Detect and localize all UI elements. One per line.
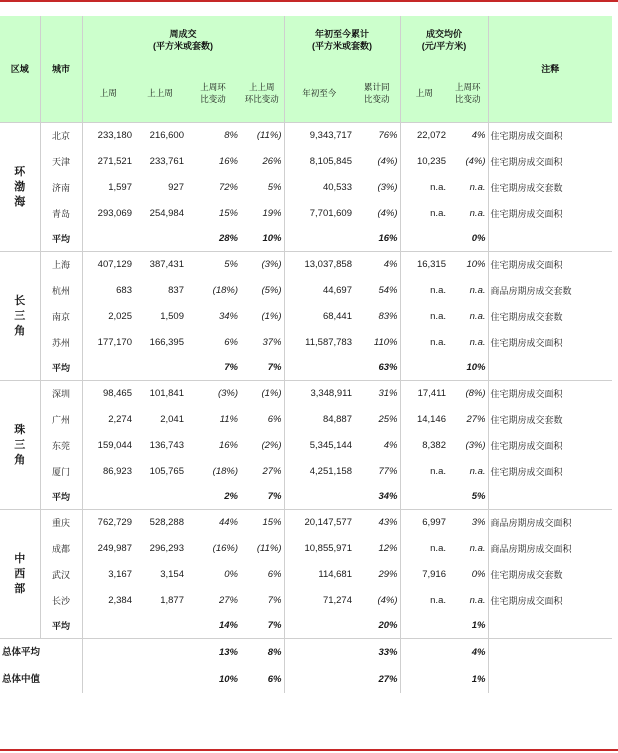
week-before-volume: 296,293: [149, 543, 184, 554]
price-change: n.a.: [448, 536, 488, 562]
city-name: 东莞: [40, 433, 82, 459]
wow-change: 27%: [218, 595, 238, 606]
total-wow-change: 10%: [218, 673, 238, 685]
week-before-volume: 927: [168, 182, 184, 193]
avg-prior-wow-change: 7%: [240, 614, 284, 639]
ytd-yoy-change: (3%): [354, 175, 400, 201]
week-before-volume: 387,431: [134, 252, 186, 279]
empty-cell: [134, 639, 186, 667]
note-text: 住宅期房成交面积: [490, 338, 563, 348]
table-row: [0, 123, 612, 150]
table-row: [0, 175, 612, 201]
ytd-yoy-change: (4%): [354, 588, 400, 614]
city-name: 广州: [40, 407, 82, 433]
avg-price: n.a.: [430, 543, 446, 554]
last-week-volume: 98,465: [82, 381, 134, 408]
last-week-volume: 293,069: [97, 208, 132, 219]
note-text: 住宅期房成交面积: [490, 596, 563, 606]
week-before-volume: 136,743: [149, 440, 184, 451]
total-prior-wow-change: 6%: [240, 666, 284, 693]
header-city: 城市: [40, 16, 82, 123]
header-weekly-group: 周成交 (平方米或套数): [82, 16, 284, 64]
header-prior-wow-change: 上上周 环比变动: [240, 64, 284, 123]
header-week-before: 上上周: [134, 64, 186, 123]
empty-cell: [400, 485, 448, 510]
price-change: n.a.: [448, 459, 488, 485]
header-price-last-week: 上周: [400, 64, 448, 123]
bottom-rule: [0, 749, 618, 751]
ytd-volume: 13,037,858: [284, 252, 354, 279]
ytd-volume: 71,274: [322, 595, 352, 606]
prior-wow-change: 5%: [240, 175, 284, 201]
prior-wow-change: (1%): [240, 381, 284, 408]
last-week-volume: 762,729: [82, 510, 134, 537]
prior-wow-change: (2%): [240, 433, 284, 459]
avg-prior-wow-change: 7%: [240, 356, 284, 381]
empty-cell: [284, 485, 354, 510]
last-week-volume: 407,129: [82, 252, 134, 279]
city-name: 北京: [40, 123, 82, 150]
ytd-volume: 114,681: [318, 569, 352, 580]
avg-price: 17,411: [400, 381, 448, 408]
header-note: 注释: [488, 16, 612, 123]
region-label: [0, 381, 40, 510]
last-week-volume: 2,274: [108, 414, 132, 425]
avg-price-change: 0%: [448, 227, 488, 252]
price-change: (8%): [448, 381, 488, 408]
ytd-yoy-change: 4%: [354, 433, 400, 459]
empty-cell: [400, 356, 448, 381]
last-week-volume: 3,167: [108, 569, 132, 580]
table-row: [0, 201, 612, 227]
wow-change: 0%: [224, 569, 238, 580]
empty-cell: [284, 639, 354, 667]
region-label: [0, 252, 40, 381]
ytd-volume: 9,343,717: [284, 123, 354, 150]
region-name: 珠三角: [14, 423, 26, 466]
ytd-yoy-change: 29%: [354, 562, 400, 588]
last-week-volume: 249,987: [97, 543, 132, 554]
empty-cell: [400, 614, 448, 639]
ytd-yoy-change: 77%: [354, 459, 400, 485]
wow-change: 11%: [219, 414, 238, 425]
wow-change: 6%: [224, 337, 238, 348]
total-ytd-yoy: 27%: [354, 666, 400, 693]
city-name: 天津: [40, 149, 82, 175]
ytd-volume: 84,887: [322, 414, 352, 425]
last-week-volume: 2,025: [108, 311, 132, 322]
last-week-volume: 271,521: [97, 156, 132, 167]
table-row: [0, 536, 612, 562]
wow-change: 34%: [218, 311, 238, 322]
empty-cell: [400, 666, 448, 693]
total-price-change: 1%: [448, 666, 488, 693]
empty-cell: [284, 227, 354, 252]
average-label: 平均: [40, 356, 82, 381]
city-name: 上海: [40, 252, 82, 279]
week-before-volume: 2,041: [160, 414, 184, 425]
prior-wow-change: 6%: [240, 407, 284, 433]
note-text: 住宅期房成交面积: [490, 467, 563, 477]
region-average-row: [0, 485, 612, 510]
ytd-volume: 3,348,911: [284, 381, 354, 408]
wow-change: (16%): [212, 543, 238, 554]
average-label: 平均: [40, 614, 82, 639]
empty-cell: [488, 639, 612, 667]
city-name: 武汉: [40, 562, 82, 588]
table-row: [0, 149, 612, 175]
total-ytd-yoy: 33%: [354, 639, 400, 667]
ytd-yoy-change: 12%: [354, 536, 400, 562]
avg-price-change: 10%: [448, 356, 488, 381]
note-text: 住宅期房成交面积: [490, 157, 563, 167]
table-row: [0, 562, 612, 588]
ytd-volume: 10,855,971: [304, 543, 352, 554]
week-before-volume: 837: [168, 285, 184, 296]
last-week-volume: 2,384: [108, 595, 132, 606]
prior-wow-change: (3%): [240, 252, 284, 279]
price-change: 27%: [448, 407, 488, 433]
price-change: n.a.: [448, 201, 488, 227]
ytd-volume: 7,701,609: [309, 208, 352, 219]
header-ytd-group: 年初至今累计 (平方米或套数): [284, 16, 400, 64]
ytd-yoy-change: 4%: [354, 252, 400, 279]
ytd-volume: 4,251,158: [309, 466, 352, 477]
empty-cell: [82, 614, 134, 639]
total-label: 总体中值: [0, 666, 82, 693]
ytd-volume: 44,697: [322, 285, 352, 296]
avg-price: 6,997: [400, 510, 448, 537]
city-name: 厦门: [40, 459, 82, 485]
empty-cell: [82, 666, 134, 693]
top-rule: [0, 0, 618, 2]
ytd-volume: 5,345,144: [309, 440, 352, 451]
header-row-1: [0, 16, 612, 64]
prior-wow-change: 6%: [240, 562, 284, 588]
avg-price: 7,916: [422, 569, 446, 580]
average-label: 平均: [40, 227, 82, 252]
header-last-week: 上周: [82, 64, 134, 123]
avg-wow-change: 7%: [224, 362, 238, 373]
empty-cell: [82, 356, 134, 381]
empty-cell: [488, 614, 612, 639]
price-change: n.a.: [448, 175, 488, 201]
empty-cell: [134, 666, 186, 693]
price-change: 0%: [448, 562, 488, 588]
table-row: [0, 330, 612, 356]
city-name: 重庆: [40, 510, 82, 537]
city-name: 济南: [40, 175, 82, 201]
region-average-row: [0, 356, 612, 381]
prior-wow-change: (11%): [240, 536, 284, 562]
ytd-yoy-change: 25%: [354, 407, 400, 433]
prior-wow-change: (11%): [240, 123, 284, 150]
empty-cell: [82, 639, 134, 667]
note-text: 住宅期房成交面积: [488, 252, 612, 279]
table-row: [0, 304, 612, 330]
wow-change: 5%: [186, 252, 240, 279]
week-before-volume: 528,288: [134, 510, 186, 537]
housing-transaction-table: [0, 16, 612, 693]
empty-cell: [82, 485, 134, 510]
region-average-row: [0, 227, 612, 252]
table-row: [0, 407, 612, 433]
avg-price: n.a.: [430, 208, 446, 219]
price-change: 10%: [448, 252, 488, 279]
week-before-volume: 1,877: [160, 595, 184, 606]
avg-price: n.a.: [430, 285, 446, 296]
ytd-yoy-change: 31%: [354, 381, 400, 408]
region-name: 中西部: [14, 552, 26, 595]
avg-price-change: 1%: [448, 614, 488, 639]
city-name: 青岛: [40, 201, 82, 227]
ytd-volume: 40,533: [322, 182, 352, 193]
last-week-volume: 683: [116, 285, 132, 296]
note-text: 商品房期房成交套数: [490, 286, 572, 296]
total-label: 总体平均: [0, 639, 82, 667]
header-price-change: 上周环 比变动: [448, 64, 488, 123]
ytd-volume: 11,587,783: [305, 337, 352, 348]
ytd-yoy-change: 43%: [354, 510, 400, 537]
region-label: [0, 510, 40, 639]
week-before-volume: 1,509: [160, 311, 184, 322]
note-text: 住宅期房成交面积: [490, 209, 563, 219]
avg-price: 10,235: [416, 156, 446, 167]
wow-change: 16%: [218, 440, 238, 451]
header-ytd: 年初至今: [284, 64, 354, 123]
empty-cell: [284, 356, 354, 381]
wow-change: 72%: [218, 182, 238, 193]
avg-price: 8,382: [422, 440, 446, 451]
note-text: 住宅期房成交套数: [490, 415, 563, 425]
last-week-volume: 159,044: [97, 440, 132, 451]
wow-change: 44%: [186, 510, 240, 537]
wow-change: 16%: [218, 156, 238, 167]
prior-wow-change: 7%: [240, 588, 284, 614]
prior-wow-change: (5%): [240, 278, 284, 304]
table-row: [0, 510, 612, 537]
last-week-volume: 86,923: [102, 466, 132, 477]
ytd-volume: 20,147,577: [284, 510, 354, 537]
empty-cell: [488, 227, 612, 252]
table-row: [0, 588, 612, 614]
avg-wow-change: 28%: [218, 233, 238, 244]
header-ytd-yoy: 累计同 比变动: [354, 64, 400, 123]
avg-price-change: 5%: [448, 485, 488, 510]
note-text: 住宅期房成交套数: [490, 570, 563, 580]
price-change: n.a.: [448, 304, 488, 330]
week-before-volume: 216,600: [134, 123, 186, 150]
note-text: 住宅期房成交面积: [488, 381, 612, 408]
note-text: 住宅期房成交套数: [490, 312, 563, 322]
empty-cell: [284, 614, 354, 639]
note-text: 住宅期房成交面积: [488, 123, 612, 150]
ytd-yoy-change: 110%: [354, 330, 400, 356]
total-wow-change: 13%: [186, 639, 240, 667]
week-before-volume: 3,154: [160, 569, 184, 580]
last-week-volume: 233,180: [82, 123, 134, 150]
wow-change: 8%: [186, 123, 240, 150]
total-prior-wow-change: 8%: [240, 639, 284, 667]
prior-wow-change: 19%: [240, 201, 284, 227]
city-name: 深圳: [40, 381, 82, 408]
ytd-volume: 68,441: [322, 311, 352, 322]
price-change: 4%: [448, 123, 488, 150]
region-label: [0, 123, 40, 252]
avg-wow-change: 2%: [224, 491, 238, 502]
prior-wow-change: (1%): [240, 304, 284, 330]
ytd-yoy-change: 76%: [354, 123, 400, 150]
wow-change: 15%: [218, 208, 238, 219]
prior-wow-change: 37%: [240, 330, 284, 356]
avg-price: 14,146: [416, 414, 446, 425]
ytd-volume: 8,105,845: [309, 156, 352, 167]
region-average-row: [0, 614, 612, 639]
avg-ytd-yoy: 16%: [354, 227, 400, 252]
avg-prior-wow-change: 7%: [240, 485, 284, 510]
empty-cell: [134, 227, 186, 252]
avg-price: 22,072: [400, 123, 448, 150]
last-week-volume: 1,597: [108, 182, 132, 193]
note-text: 住宅期房成交面积: [490, 441, 563, 451]
avg-price: n.a.: [430, 311, 446, 322]
avg-wow-change: 14%: [218, 620, 238, 631]
empty-cell: [488, 356, 612, 381]
prior-wow-change: 27%: [240, 459, 284, 485]
week-before-volume: 166,395: [149, 337, 184, 348]
price-change: n.a.: [448, 588, 488, 614]
avg-price: n.a.: [430, 595, 446, 606]
average-label: 平均: [40, 485, 82, 510]
region-name: 环渤海: [14, 165, 26, 208]
empty-cell: [134, 614, 186, 639]
week-before-volume: 101,841: [134, 381, 186, 408]
empty-cell: [488, 485, 612, 510]
note-text: 商品房期房成交面积: [488, 510, 612, 537]
city-name: 苏州: [40, 330, 82, 356]
city-name: 成都: [40, 536, 82, 562]
empty-cell: [134, 356, 186, 381]
prior-wow-change: 26%: [240, 149, 284, 175]
ytd-yoy-change: (4%): [354, 201, 400, 227]
city-name: 南京: [40, 304, 82, 330]
table-row: [0, 252, 612, 279]
empty-cell: [82, 227, 134, 252]
empty-cell: [134, 485, 186, 510]
avg-prior-wow-change: 10%: [240, 227, 284, 252]
city-name: 长沙: [40, 588, 82, 614]
week-before-volume: 105,765: [149, 466, 184, 477]
note-text: 住宅期房成交套数: [490, 183, 563, 193]
region-name: 长三角: [14, 294, 26, 337]
avg-price: n.a.: [430, 466, 446, 477]
total-row: [0, 639, 612, 667]
avg-ytd-yoy: 34%: [354, 485, 400, 510]
avg-price: n.a.: [430, 337, 446, 348]
header-region: 区域: [0, 16, 40, 123]
empty-cell: [284, 666, 354, 693]
prior-wow-change: 15%: [240, 510, 284, 537]
empty-cell: [400, 639, 448, 667]
price-change: n.a.: [448, 278, 488, 304]
empty-cell: [488, 666, 612, 693]
header-wow-change: 上周环 比变动: [186, 64, 240, 123]
ytd-yoy-change: 54%: [354, 278, 400, 304]
week-before-volume: 254,984: [149, 208, 184, 219]
table-row: [0, 278, 612, 304]
table-row: [0, 433, 612, 459]
wow-change: (18%): [212, 466, 238, 477]
week-before-volume: 233,761: [149, 156, 184, 167]
avg-ytd-yoy: 63%: [354, 356, 400, 381]
table-body: [0, 123, 612, 694]
wow-change: (3%): [186, 381, 240, 408]
empty-cell: [400, 227, 448, 252]
price-change: (3%): [448, 433, 488, 459]
wow-change: (18%): [212, 285, 238, 296]
price-change: n.a.: [448, 330, 488, 356]
price-change: 3%: [448, 510, 488, 537]
last-week-volume: 177,170: [97, 337, 132, 348]
ytd-yoy-change: 83%: [354, 304, 400, 330]
avg-price: n.a.: [430, 182, 446, 193]
note-text: 商品房期房成交面积: [490, 544, 572, 554]
total-price-change: 4%: [448, 639, 488, 667]
total-row: [0, 666, 612, 693]
header-price-group: 成交均价 (元/平方米): [400, 16, 488, 64]
table-row: [0, 381, 612, 408]
ytd-yoy-change: (4%): [354, 149, 400, 175]
city-name: 杭州: [40, 278, 82, 304]
table-row: [0, 459, 612, 485]
price-change: (4%): [448, 149, 488, 175]
avg-price: 16,315: [400, 252, 448, 279]
avg-ytd-yoy: 20%: [354, 614, 400, 639]
